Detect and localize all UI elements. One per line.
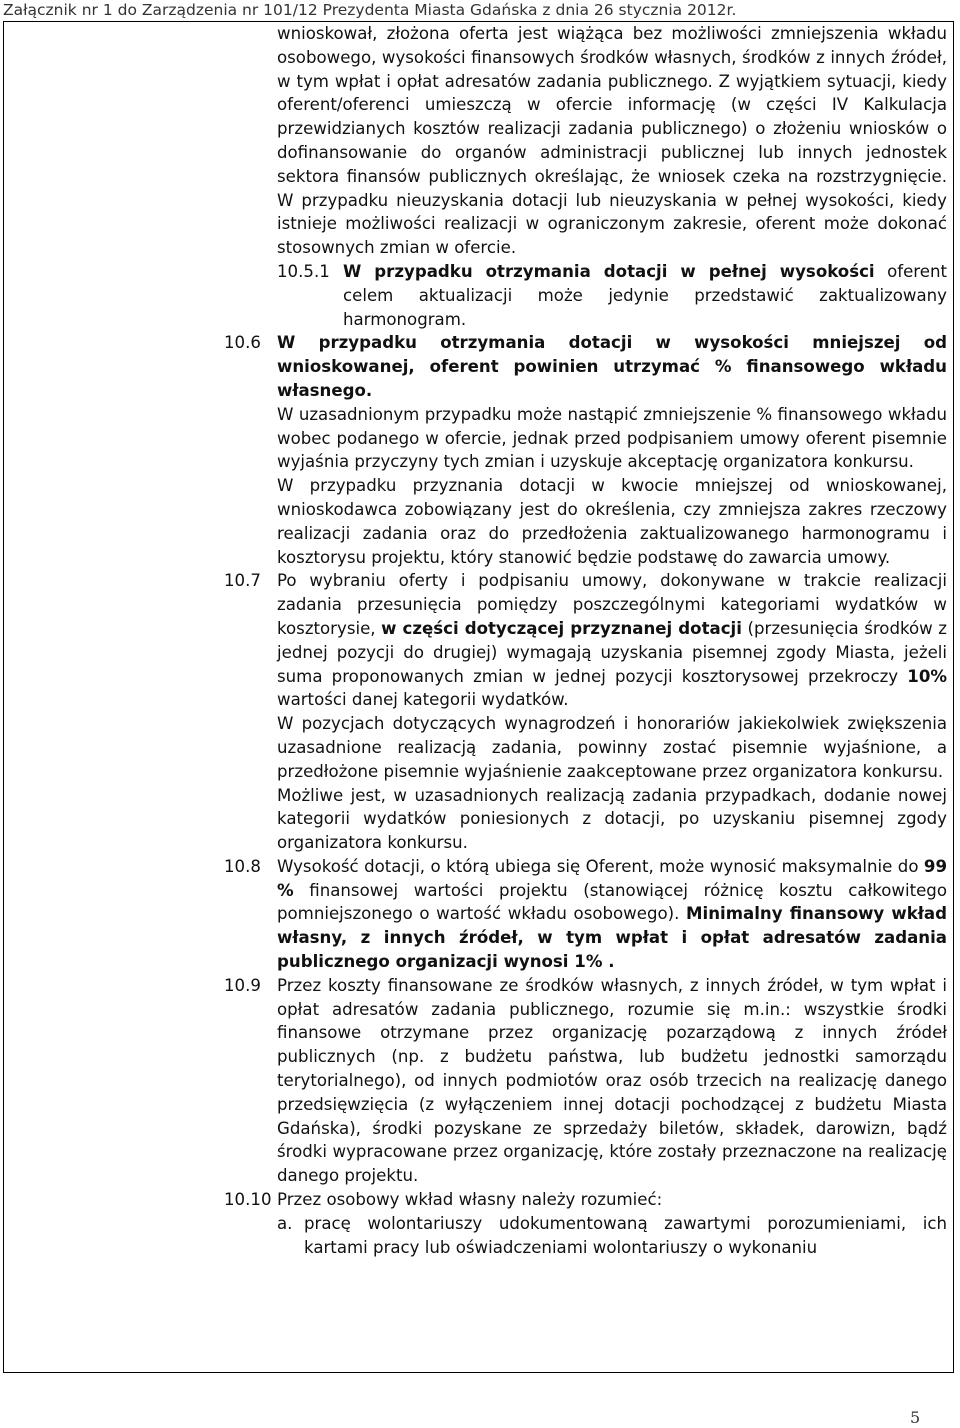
section-bold-percent: 99 % <box>277 856 947 900</box>
list-item-a <box>4 1212 953 1260</box>
section-number: 10.7 <box>224 571 261 591</box>
section-10-9 <box>4 974 953 1188</box>
section-10-10 <box>4 1188 953 1212</box>
section-bold-text: Minimalny finansowy wkład własny, z innych źródeł, w tym wpłat i opłat adresatów zadania publicznego organizacji wynosi 1% <box>277 904 947 972</box>
section-bold-percent: 10% <box>907 666 947 686</box>
section-bold-text: W przypadku otrzymania dotacji w pełnej wysokości <box>343 261 875 281</box>
section-10-8 <box>4 855 953 974</box>
section-number: 10.10 <box>224 1190 272 1210</box>
page-number: 5 <box>910 1408 921 1427</box>
intro-paragraph: wnioskował, złożona oferta jest wiążąca bez możliwości zmniejszenia wkładu osobowego, wysokości finansowych środków własnych, środków z innych źródeł, w tym wpłat i opłat adresatów zadania publicznego. Z wyjątkiem sytuacji, kiedy oferent/oferenci umieszczą w ofercie informację (w części IV Kalkulacja przewidzianych kosztów realizacji zadania publicznego) o złożeniu wniosków o dofinansowanie do organów administracji publicznej lub innych jednostek sektora finansów publicznych określając, że wniosek czeka na rozstrzygnięcie. W przypadku nieuzyskania dotacji lub nieuzyskania w pełnej wysokości, kiedy istnieje możliwości realizacji w ograniczonym zakresie, oferent może dokonać stosownych zmian w ofercie. <box>277 24 947 258</box>
document-header: Załącznik nr 1 do Zarządzenia nr 101/12 Prezydenta Miasta Gdańska z dnia 26 stycznia 2012r. <box>3 1 737 19</box>
list-item-text: pracę wolontariuszy udokumentowaną zawartymi porozumieniami, ich kartami pracy lub oświadczeniami wolontariuszy o wykonaniu <box>304 1213 947 1257</box>
section-bold-text: . <box>602 952 615 972</box>
section-10-6-paragraph-2: W uzasadnionym przypadku może nastąpić zmniejszenie % finansowego wkładu wobec podanego w ofercie, jednak przed podpisaniem umowy oferent pisemnie wyjaśnia przyczyny tych zmian i uzyskuje akceptację organizatora konkursu. <box>277 404 947 472</box>
section-number: 10.6 <box>224 333 261 353</box>
section-text: Przez koszty finansowane ze środków własnych, z innych źródeł, w tym wpłat i opłat adresatów zadania publicznego, rozumie się m.in.: wszystkie środki finansowe otrzymane przez organizację pozarządową z innych źródeł publicznych (np. z budżetu państwa, lub budżetu jednostki samorządu terytorialnego), od innych podmiotów oraz osób trzecich na realizację danego przedsięwzięcia (z wyłączeniem innej dotacji pochodzącej z budżetu Miasta Gdańska), środki pozyskane ze sprzedaży biletów, składek, darowizn, bądź środki wypracowane przez organizację, które zostały przeznaczone na realizację danego projektu. <box>277 975 947 1186</box>
section-10-6-paragraph-3: W przypadku przyznania dotacji w kwocie mniejszej od wnioskowanej, wnioskodawca zobowiązany jest do określenia, czy zmniejsza zakres rzeczowy realizacji zadania oraz do przedłożenia zaktualizowanego harmonogramu i kosztorysu projektu, który stanowić będzie podstawę do zawarcia umowy. <box>277 476 947 567</box>
section-text: Wysokość dotacji, o którą ubiega się Oferent, może wynosić maksymalnie do <box>277 856 924 876</box>
list-item-label: a. <box>277 1213 293 1233</box>
section-text: finansowej wartości projektu (stanowiącej różnicę kosztu całkowitego pomniejszonego o wartość wkładu osobowego). <box>277 880 947 924</box>
document-body <box>4 22 953 1259</box>
section-10-7-paragraph-2: W pozycjach dotyczących wynagrodzeń i honorariów jakiekolwiek zwiększenia uzasadnione realizacją zadania, powinny zostać pisemnie wyjaśnione, a przedłożone pisemnie wyjaśnienie zaakceptowane przez organizatora konkursu. <box>277 714 947 781</box>
document-frame <box>3 21 954 1373</box>
section-number: 10.5.1 <box>277 261 330 281</box>
section-bold-text: W przypadku otrzymania dotacji w wysokości mniejszej od wnioskowanej, oferent powinien utrzymać % finansowego wkładu własnego. <box>277 333 947 400</box>
section-text: wartości danej kategorii wydatków. <box>277 690 569 710</box>
section-bold-text: w części dotyczącej przyznanej dotacji <box>381 618 742 638</box>
section-text: Przez osobowy wkład własny należy rozumieć: <box>277 1190 663 1210</box>
section-10-5-1 <box>4 260 953 331</box>
section-number: 10.9 <box>224 975 261 995</box>
section-10-7-paragraph-3: Możliwe jest, w uzasadnionych realizacją zadania przypadkach, dodanie nowej kategorii wydatków poniesionych z dotacji, po uzyskaniu pisemnej zgody organizatora konkursu. <box>277 785 947 853</box>
section-number: 10.8 <box>224 856 261 876</box>
section-text: (przesunięcia środków z jednej pozycji do drugiej) wymagają uzyskania pisemnej zgody Miasta, jeżeli suma proponowanych zmian w jednej pozycji kosztorysowej przekroczy <box>277 618 948 686</box>
section-text: oferent celem aktualizacji może jedynie przedstawić zaktualizowany harmonogram. <box>343 261 947 329</box>
section-10-7 <box>4 569 953 712</box>
section-10-6 <box>4 331 953 402</box>
section-text: Po wybraniu oferty i podpisaniu umowy, dokonywane w trakcie realizacji zadania przesunięcia pomiędzy poszczególnymi kategoriami wydatków w kosztorysie, <box>277 571 947 638</box>
